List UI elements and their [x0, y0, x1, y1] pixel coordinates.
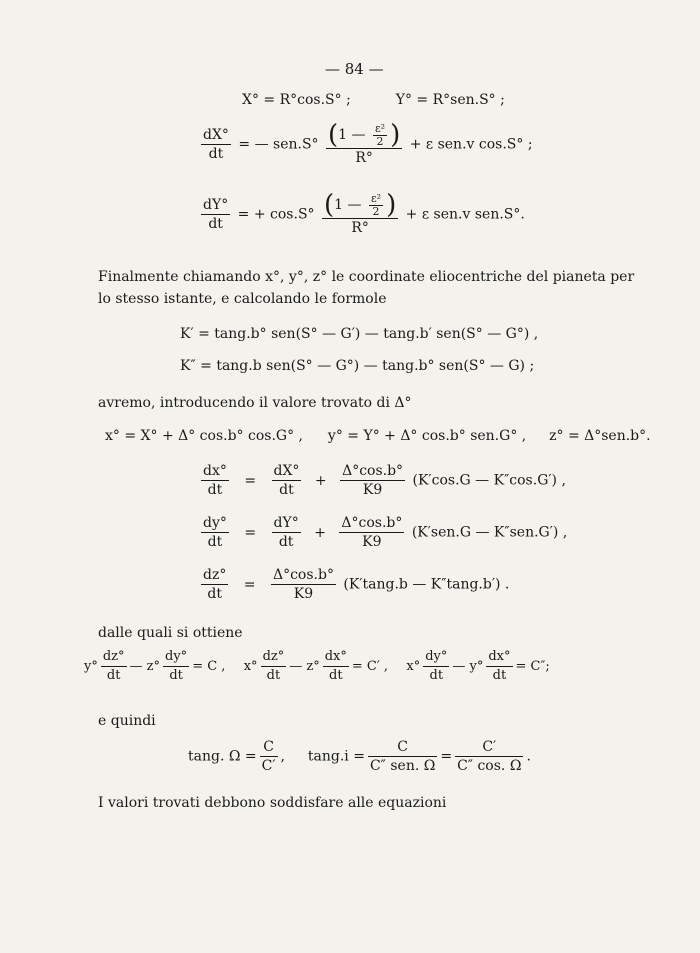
- equation-6: [105, 428, 651, 444]
- equation-6-x: x° = X° + Δ° cos.b° cos.G° ,: [105, 428, 303, 444]
- paragraph-1: Finalmente chiamando x°, y°, z° le coordinate eliocentriche del pianeta per lo stesso istante, e calcolando le formole: [98, 269, 635, 307]
- inner-denominator: 2: [376, 134, 384, 148]
- equation-1-left: X° = R°cos.S° ;: [242, 92, 351, 108]
- numerator: dz°: [101, 648, 127, 667]
- term: .: [526, 748, 531, 765]
- numerator: dy°: [423, 648, 449, 667]
- denominator: dt: [492, 668, 507, 683]
- fraction: [201, 126, 231, 163]
- denominator: C′: [261, 758, 276, 774]
- denominator: dt: [207, 534, 223, 550]
- term: tang.i =: [307, 748, 365, 765]
- paragraph-5: I valori trovati debbono soddisfare alle equazioni: [98, 795, 447, 811]
- equation-2: [198, 122, 533, 167]
- equals: =: [244, 524, 257, 541]
- equation-5: K″ = tang.b sen(S° — G°) — tang.b° sen(S° — G) ;: [180, 358, 535, 374]
- denominator: dt: [208, 216, 223, 232]
- numerator: dy°: [163, 648, 189, 667]
- numerator: C: [260, 738, 278, 757]
- paragraph-3: dalle quali si ottiene: [98, 625, 243, 641]
- numerator: dX°: [203, 127, 229, 143]
- inner-one: 1 —: [334, 197, 362, 213]
- equals: =: [243, 576, 256, 593]
- term: + ε sen.v cos.S° ;: [409, 136, 533, 153]
- equation-6-y: y° = Y° + Δ° cos.b° sen.G° ,: [327, 428, 527, 444]
- term: = — sen.S°: [238, 136, 319, 153]
- fraction: (1 — $\frac{\text{ε²}}{2}$ ) R°: [323, 190, 397, 236]
- equation-9: [198, 566, 509, 603]
- term: =: [440, 748, 453, 765]
- denominator: dt: [207, 482, 223, 498]
- inner-numerator: ε²: [370, 191, 382, 205]
- numerator: dx°: [323, 648, 349, 667]
- inner-one: 1 —: [338, 127, 366, 143]
- equation-1: [242, 92, 505, 108]
- numerator: dY°: [273, 515, 299, 531]
- numerator: Δ°cos.b°: [342, 463, 404, 479]
- equation-4: K′ = tang.b° sen(S° — G′) — tang.b′ sen(S° — G°) ,: [180, 326, 539, 342]
- paragraph-2: avremo, introducendo il valore trovato di Δ°: [98, 395, 412, 411]
- denominator: dt: [278, 534, 294, 550]
- tail: (K′tang.b — K″tang.b′) .: [343, 576, 510, 593]
- denominator: dt: [266, 668, 281, 683]
- tail: (K′cos.G — K″cos.G′) ,: [412, 472, 566, 489]
- plus: +: [314, 524, 326, 541]
- denominator: dt: [208, 146, 224, 162]
- term: = C′ ,: [351, 659, 389, 674]
- term: — z°: [289, 659, 320, 674]
- term: = C ,: [192, 659, 226, 674]
- term: x°: [406, 659, 421, 674]
- page-number: — 84 —: [325, 60, 384, 78]
- equation-1-right: Y° = R°sen.S° ;: [395, 92, 505, 108]
- term: — z°: [129, 659, 161, 674]
- inner-numerator: ε²: [374, 121, 386, 135]
- denominator: R°: [355, 150, 373, 166]
- numerator: Δ°cos.b°: [341, 515, 403, 531]
- numerator: dx°: [486, 648, 512, 667]
- numerator: dy°: [203, 515, 227, 531]
- equation-11: [188, 738, 531, 775]
- numerator: dz°: [261, 648, 287, 667]
- equation-3: [198, 192, 525, 237]
- numerator: C: [368, 738, 437, 757]
- term: = + cos.S°: [237, 206, 315, 223]
- term: x°: [243, 659, 258, 674]
- equation-10: [84, 648, 550, 685]
- term: + ε sen.v sen.S°.: [405, 206, 525, 223]
- denominator: K9: [362, 482, 383, 498]
- numerator: dz°: [203, 567, 227, 583]
- equals: =: [244, 472, 257, 489]
- equation-6-z: z° = Δ°sen.b°.: [549, 428, 651, 444]
- denominator: dt: [169, 668, 183, 683]
- numerator: dX°: [273, 463, 300, 479]
- numerator: Δ°cos.b°: [272, 567, 334, 583]
- term: y°: [84, 659, 98, 674]
- inner-denominator: 2: [372, 204, 380, 218]
- fraction: [201, 196, 230, 233]
- equation-7: [198, 462, 566, 499]
- term: ,: [280, 748, 285, 765]
- denominator: K9: [293, 586, 314, 602]
- fraction: (1 — $\frac{\text{ε²}}{2}$ ) R°: [328, 120, 401, 166]
- plus: +: [314, 472, 327, 489]
- denominator: dt: [329, 668, 343, 683]
- numerator: dx°: [203, 463, 227, 479]
- denominator: dt: [207, 586, 222, 602]
- denominator: C″ cos. Ω: [457, 758, 522, 774]
- denominator: K9: [362, 534, 382, 550]
- denominator: dt: [429, 668, 444, 683]
- numerator: dY°: [203, 197, 229, 213]
- tail: (K′sen.G — K″sen.G′) ,: [411, 524, 568, 541]
- numerator: C′: [455, 738, 523, 757]
- denominator: R°: [351, 220, 369, 236]
- denominator: dt: [279, 482, 294, 498]
- paragraph-4: e quindi: [98, 713, 156, 729]
- denominator: dt: [106, 668, 121, 683]
- term: tang. Ω =: [188, 748, 257, 765]
- denominator: C″ sen. Ω: [369, 758, 436, 774]
- term: — y°: [452, 659, 484, 674]
- equation-8: [198, 514, 567, 551]
- term: = C″;: [515, 659, 550, 674]
